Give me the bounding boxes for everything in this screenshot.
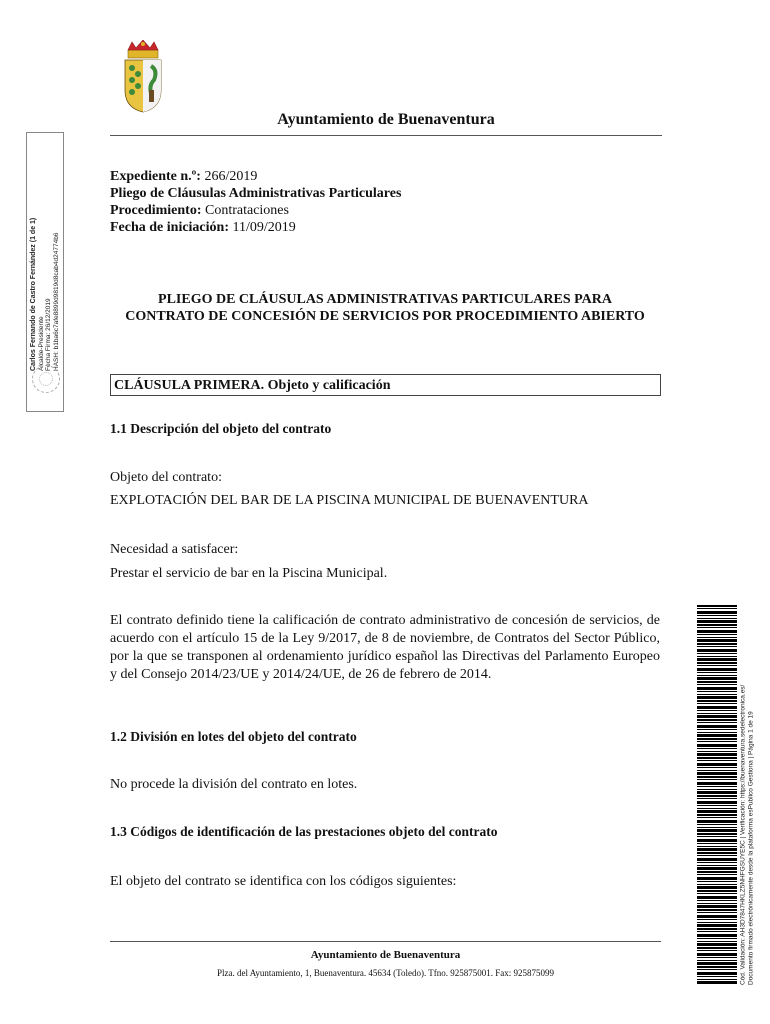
codigos-text: El objeto del contrato se identifica con los códigos siguientes: (110, 874, 457, 889)
lotes-text: No procede la división del contrato en lotes. (110, 777, 358, 792)
objeto-label: Objeto del contrato: (110, 470, 222, 485)
signer-name: Carlos Fernando de Castro Fernández (1 de 1) (30, 217, 37, 371)
procedimiento-label: Procedimiento: (110, 203, 202, 218)
footer-divider (110, 941, 661, 942)
verification-line-2: Documento firmado electrónicamente desde la plataforma esPublico Gestiona | Página 1 de 19 (747, 711, 754, 985)
coat-of-arms-icon (118, 40, 168, 114)
section-heading-1-1: 1.1 Descripción del objeto del contrato (110, 421, 332, 436)
seal-icon (32, 365, 60, 393)
necesidad-value: Prestar el servicio de bar en la Piscina Municipal. (110, 566, 388, 581)
signature-stamp (26, 132, 64, 412)
expediente-value: 266/2019 (204, 169, 258, 184)
signer-role: Alcalde-Presidente (37, 316, 45, 371)
fecha-label: Fecha de iniciación: (110, 220, 229, 235)
section-heading-1-2: 1.2 División en lotes del objeto del contrato (110, 729, 357, 744)
fecha-value: 11/09/2019 (232, 220, 296, 235)
procedimiento-value: Contrataciones (205, 203, 289, 218)
clause-heading: CLÁUSULA PRIMERA. Objeto y calificación (110, 374, 661, 396)
footer-address: Plza. del Ayuntamiento, 1, Buenaventura. 45634 (Toledo). Tfno. 925875001. Fax: 925875099 (216, 968, 555, 978)
necesidad-label: Necesidad a satisfacer: (110, 542, 239, 557)
document-title: PLIEGO DE CLÁUSULAS ADMINISTRATIVAS PARTICULARES PARA CONTRATO DE CONCESIÓN DE SERVICIOS POR PROCEDIMIENTO ABIERTO (125, 292, 645, 324)
objeto-value: EXPLOTACIÓN DEL BAR DE LA PISCINA MUNICIPAL DE BUENAVENTURA (110, 493, 589, 508)
signature-text (30, 111, 60, 371)
document-meta (110, 168, 401, 236)
footer-name: Ayuntamiento de Buenaventura (310, 949, 461, 961)
expediente-label: Expediente n.º: (110, 169, 201, 184)
pliego-title: Pliego de Cláusulas Administrativas Particulares (110, 186, 402, 201)
header-divider (110, 135, 662, 136)
signature-date: Fecha Firma: 26/12/2019 (45, 298, 52, 371)
section-heading-1-3: 1.3 Códigos de identificación de las prestaciones objeto del contrato (110, 824, 498, 839)
verification-text (740, 605, 755, 985)
verification-line-1: Cód. Validación: AH3D7847HKLZ5NHFGSUYE5C | Verificación: https://buenaventura.sedelectronica.es/ (739, 684, 747, 985)
calificacion-paragraph: El contrato definido tiene la calificación de contrato administrativo de concesión de servicios, de acuerdo con el artículo 15 de la Ley 9/2017, de 8 de noviembre, de Contratos del Sector Público, por la que se transponen al ordenamiento jurídico español las Directivas del Parlamento Europeo y del Consejo 2014/23/UE y 2014/24/UE, de 26 de febrero de 2014. (110, 613, 660, 682)
barcode-icon (697, 605, 737, 985)
signature-hash: HASH: b1ba6c7afe8899d9819d8cab4d24774b6 (52, 232, 60, 371)
page-header-title: Ayuntamiento de Buenaventura (277, 111, 495, 128)
